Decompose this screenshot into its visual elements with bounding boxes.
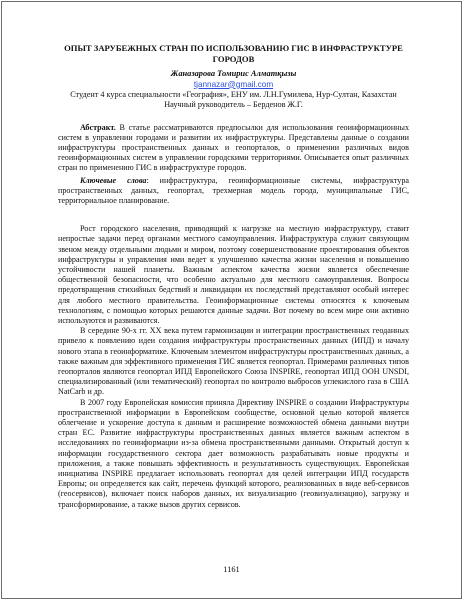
paper-page — [1, 1, 462, 599]
keywords-text: : инфраструктура, геоинформационные системы, инфраструктура пространственных данных, геопортал, трехмерная модель города, муниципальные ГИС, территориальное планирование. — [58, 175, 409, 205]
author-affiliation: Студент 4 курса специальности «География», ЕНУ им. Л.Н.Гумилева, Нур-Султан, Казахстан — [70, 89, 397, 99]
scientific-supervisor: Научный руководитель – Берденов Ж.Г. — [164, 100, 303, 109]
author-email-link[interactable]: tjannazar@gmail.com — [193, 79, 274, 89]
abstract-label: Абстракт. — [80, 122, 116, 132]
body-paragraph-2: В середине 90-х гг. XX века путем гармонизации и интеграции пространственных геоданных привело к появлению идеи создания инфраструктуры пространственных данных (ИПД) и началу нового этапа в геоинформатике. Ключевым элементом инфраструктуры пространственных данных, а также важным для эффективного применения ГИС является геопортал. Примерами различных типов геопорталов являются геопортал ИПД Европейского Союза INSPIRE, геопортал ИПД ООН UNSDI, специализированный (или тематический) геопортал по контролю выбросов углекислого газа в США NatCarb и др. — [58, 326, 409, 397]
article-title: ОПЫТ ЗАРУБЕЖНЫХ СТРАН ПО ИСПОЛЬЗОВАНИЮ ГИС В ИНФРАСТРУКТУРЕ ГОРОДОВ — [64, 43, 403, 64]
page-content — [58, 43, 409, 510]
author-name: Жаназарова Томирис Алматқызы — [170, 69, 297, 78]
body-paragraph-1: Рост городского населения, приводящий к нагрузке на местную инфраструктуру, ставит непростые задачи перед органами местного самоуправления. Инфраструктура служит связующим звеном между отдельными людьми и миром, поэтому совершенствование проектирования объектов инфраструктуры и управления ими ведет к улучшению качества жизни населения и повышению устойчивости нашей планеты. Важным аспектом качества жизни является обеспечение общественной безопасности, что особенно актуально для местного самоуправления. Вопросы предотвращения стихийных бедствий и ликвидации их последствий представляют особый интерес для любого местного правительства. Геоинформационные системы относятся к ключевым технологиям, с помощью которых решаются данные задачи. Вот почему во всем мире они активно используются и развиваются. — [58, 224, 409, 325]
abstract-text: В статье рассматриваются предпосылки для использования геоинформационных систем в управлении городами и развитии их инфраструктуры. Представлены данные о создании инфраструктуры пространственных данных и геопорталов, о применении различных видов геоинформационных систем в управлении городскими территориями. Описывается опыт различных стран по применению ГИС в инфраструктуре городов. — [58, 122, 409, 173]
section-gap — [58, 206, 409, 224]
body-paragraph-3: В 2007 году Европейская комиссия приняла Директиву INSPIRE о создании Инфраструктуры пространственной информации в Европейском сообществе, основной целью которой является облегчение и ускорение доступа к данным и расширение возможностей обмена данными внутри стран ЕС. Развитие инфраструктуры пространственных данных является важным аспектом в исследованиях по геоинформации из-за обмена пространственными данными. Открытый доступ к информации государственного сектора дает возможность разрабатывать новые продукты и приложения, а также повышать эффективность и результативность существующих. Европейская инициатива INSPIRE предлагает использовать геопортал для целей интеграции ИПД государств Европы; он определяется как сайт, перечень функций которого, реализованных в виде веб-сервисов (геосервисов), включает поиск наборов данных, их визуализацию (геовизуализацию), загрузку и трансформирование, а также вызов других сервисов. — [58, 397, 409, 509]
keywords-paragraph — [58, 176, 409, 207]
keywords-label: Ключевые слова — [80, 175, 147, 185]
abstract-paragraph — [58, 123, 409, 174]
page-number: 1161 — [223, 565, 240, 574]
